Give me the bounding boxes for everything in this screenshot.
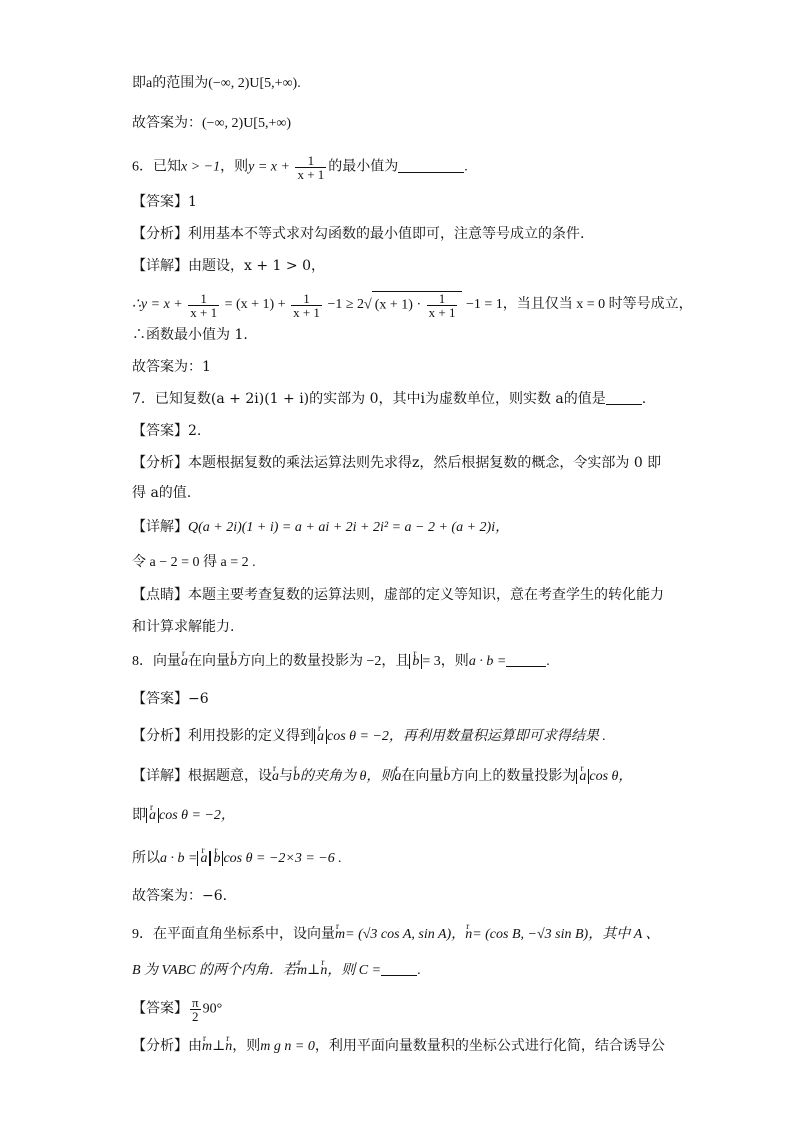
dot-product: a · b = [160,851,198,866]
q9-part-2: = (√3 cos A, sin A)， [345,927,466,942]
analysis-text-6: 利用基本不等式求对勾函数的最小值即可，注意等号成立的条件. [188,226,585,242]
q9-part-3: = (cos B, −√3 sin B)，其中 A 、 [472,927,660,942]
deriv-part-2: = (x + 1) + [224,297,286,313]
analysis-9-dot: m g n = 0 [260,1039,315,1054]
q6-fraction [295,154,326,181]
answer-blank-7 [606,390,642,405]
vector-m: r m [335,925,345,945]
analysis-9-part-3: ，利用平面向量数量积的坐标公式进行化简，结合诱导公 [314,1039,665,1054]
vector-m: r m [202,1037,212,1057]
detail-label: 【详解】 [132,768,188,784]
question-7: 7．已知复数(a + 2i)(1 + i)的实部为 0，其中i为虚数单位，则实数 a的值是 . [132,391,647,407]
vector-a: r a [181,652,188,672]
detail-6-derivation [132,291,693,319]
q6-prefix: 6．已知 [132,159,181,175]
analysis-label: 【分析】 [132,226,188,242]
detail-8-line3 [132,849,342,869]
q8-part-2: 在向量 [188,654,230,669]
answer-9-den: 2 [190,1009,201,1023]
comment-7-cont: 和计算求解能力. [132,619,235,635]
detail-8-l2-part-2: cos θ = −2， [159,808,235,823]
detail-8-part-4: 在向量 [401,769,444,784]
abs-vector-a: r a [200,849,207,869]
answer-label: 【答案】 [132,691,188,707]
detail-text-7: Q(a + 2i)(1 + i) = a + ai + 2i + 2i² = a − 2 + (a + 2)i， [188,520,510,535]
perp-symbol: ⊥ [307,963,321,978]
question-9-line2 [132,961,421,981]
analysis-8 [132,726,606,747]
analysis-7 [132,453,661,473]
vector-a: r a [394,767,401,787]
comment-text-7: 本题主要考查复数的运算法则，虚部的定义等知识，意在考查学生的转化能力 [188,587,664,603]
deriv-frac-1 [188,292,219,319]
vector-n: r n [225,1037,232,1057]
detail-8-part-1: 根据题意，设 [188,769,272,784]
deriv-frac-1-num: 1 [200,290,207,306]
detail-8 [132,766,632,787]
answer-label: 【答案】 [132,194,188,210]
answer-blank-9 [381,961,417,976]
detail-8-part-5: 方向上的数量投影为 [450,769,577,784]
vector-m: r m [297,961,307,981]
abs-vector-a: r a [317,727,324,747]
analysis-9-part-2: ，则 [232,1039,261,1054]
answer-value-6: 1 [188,194,197,210]
range-line: 即a的范围为(−∞, 2)U[5,+∞). [132,76,301,91]
analysis-9 [132,1036,665,1057]
deriv-part-4: −1 = 1，当且仅当 x = 0 时等号成立， [465,297,693,313]
detail-label: 【详解】 [132,519,188,535]
deriv-frac-2-num: 1 [303,290,310,306]
analysis-8-part-1: 利用投影的定义得到 [188,729,314,744]
answer-6 [132,192,197,212]
deriv-frac-1-den: x + 1 [190,304,218,320]
radicand-text: (x + 1) · [374,297,422,313]
answer-9 [132,996,222,1023]
analysis-text-7: 本题根据复数的乘法运算法则先求得z，然后根据复数的概念，令实部为 0 即 [188,455,662,471]
detail-8-line2 [132,806,235,826]
q6-frac-num: 1 [307,153,315,168]
deriv-frac-3-den: x + 1 [428,305,456,320]
analysis-8-part-2: cos θ = −2，再利用数量积运算即可求得结果 . [327,729,606,744]
q9-l2-part-2: ，则 C = [327,963,382,978]
vector-n: r n [465,925,472,945]
abs-vector-b: r b [412,652,419,672]
answer-blank-6 [398,158,464,173]
answer-line-6: 故答案为：1 [132,359,211,375]
q6-cond: x > −1 [181,159,221,175]
answer-value-9: 90° [202,1001,223,1017]
q6-expr: y = x + [248,159,290,175]
perp-symbol: ⊥ [212,1039,226,1054]
q8-part-5: a · b = [468,654,507,669]
answer-9-num: π [192,995,199,1010]
answer-line-8: 故答案为：−6. [132,888,228,904]
detail-8-l3-part-1: 所以 [132,851,160,866]
abs-vector-b: r b [213,849,220,869]
q8-part-1: 8．向量 [132,654,181,669]
deriv-frac-3-num: 1 [438,291,446,306]
analysis-label: 【分析】 [132,728,188,744]
answer-label: 【答案】 [132,1000,188,1017]
answer-value-7: 2. [188,423,202,439]
deriv-frac-2 [291,292,322,319]
analysis-6 [132,224,584,244]
answer-value-8: −6 [188,691,209,707]
detail-text-6: 由题设，x + 1 > 0， [188,258,325,274]
question-9 [132,925,660,945]
question-6: 6．已知x > −1，则y = x + $\frac{1}{x + 1}$ 的最小值为 . [132,153,468,182]
detail-7 [132,517,509,538]
abs-vector-a: r a [579,767,586,787]
vector-b: r b [293,767,300,787]
vector-a: r a [272,767,279,787]
deriv-part-1: ∴y = x + [132,297,183,313]
detail-8-part-2: 与 [279,769,293,784]
q8-part-3: 方向上的数量投影为 −2，且 [237,654,410,669]
answer-line-5: 故答案为：(−∞, 2)U[5,+∞) [132,116,292,131]
detail-6-conclusion: ∴函数最小值为 1. [132,327,248,343]
q9-part-1: 9．在平面直角坐标系中，设向量 [132,927,335,942]
q6-frac-den: x + 1 [297,167,325,182]
q6-suffix: 的最小值为 [328,159,399,175]
detail-6 [132,256,325,276]
abs-vector-a: r a [149,806,156,826]
sqrt-symbol: √ (x + 1) · $\frac{1}{x + 1}$ [364,291,462,319]
analysis-9-part-1: 由 [188,1039,202,1054]
answer-8 [132,689,209,709]
detail-8-part-6: cos θ， [589,769,633,784]
q9-l2-part-1: B 为 VABC 的两个内角．若 [132,963,298,978]
q7-text: 7．已知复数(a + 2i)(1 + i)的实部为 0，其中i为虚数单位，则实数 a的值是 [132,391,606,407]
detail-label: 【详解】 [132,258,188,274]
analysis-label: 【分析】 [132,1038,188,1054]
q6-mid: ，则 [220,159,249,175]
question-8 [132,652,550,672]
deriv-frac-3 [427,292,458,319]
analysis-label: 【分析】 [132,455,188,471]
deriv-frac-2-den: x + 1 [293,304,320,320]
deriv-part-3: −1 ≥ 2 [327,297,365,313]
q9-l2-end: . [417,963,421,978]
answer-7 [132,421,201,441]
vector-b: r b [443,767,450,787]
answer-9-fraction [190,996,201,1023]
q8-part-4: = 3，则 [422,654,469,669]
answer-blank-8 [506,652,546,667]
vector-b: r b [230,652,237,672]
detail-8-l3-part-2: cos θ = −2×3 = −6 . [223,851,342,866]
vector-n: r n [320,961,327,981]
detail-8-part-3: 的夹角为 θ，则 [300,769,395,784]
detail-7-line2: 令 a − 2 = 0 得 a = 2 . [132,555,256,570]
comment-7 [132,585,664,605]
q8-end: . [546,654,550,669]
analysis-7-cont: 得 a的值. [132,485,192,501]
comment-label: 【点睛】 [132,587,188,603]
detail-8-l2-part-1: 即 [132,808,146,823]
answer-label: 【答案】 [132,423,188,439]
